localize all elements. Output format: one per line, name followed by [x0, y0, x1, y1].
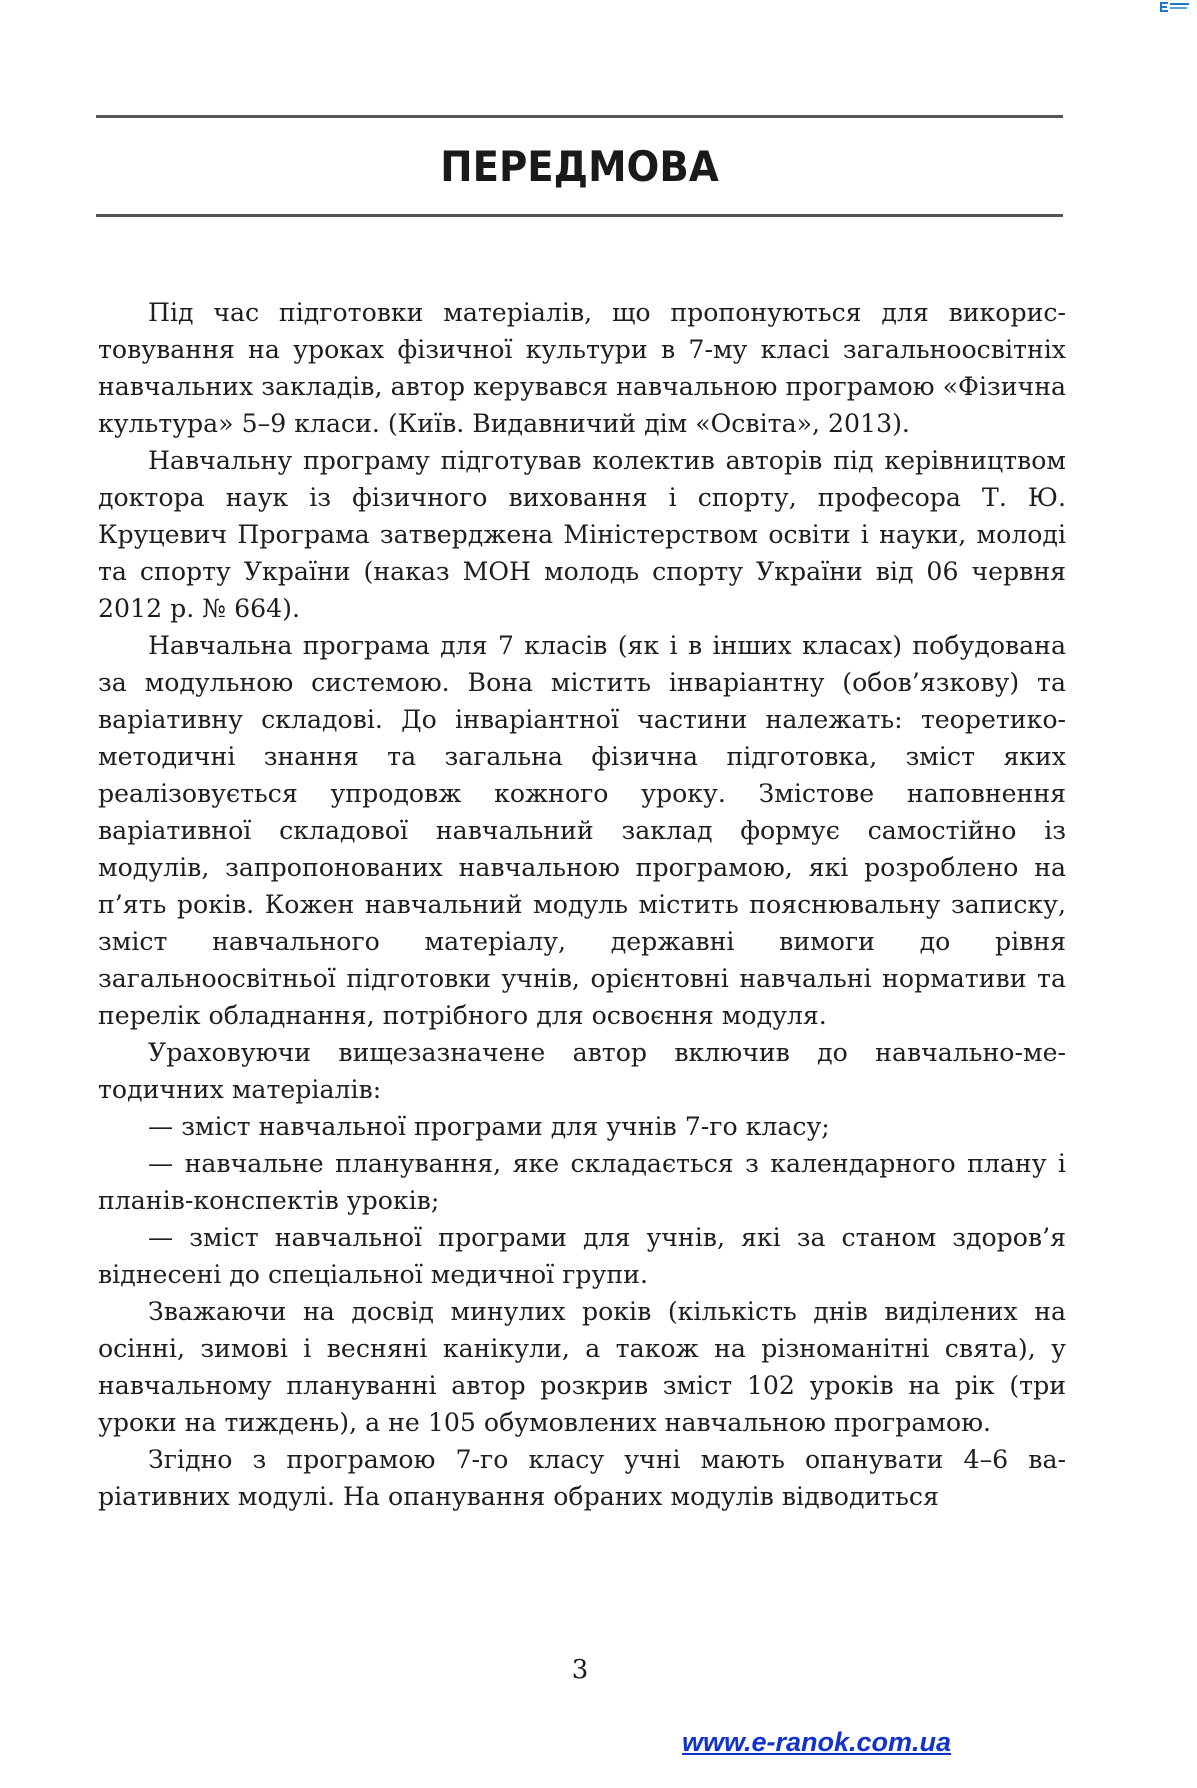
paragraph-4: Ураховуючи вищезазначене автор включив до навчально-методичних матеріалів:	[98, 1038, 1066, 1104]
publisher-logo-icon	[1157, 0, 1191, 14]
list-item-2: — навчальне планування, яке складається з календарного плану і планів-конспектів уроків;	[98, 1149, 1066, 1215]
paragraph-3: Навчальна програма для 7 класів (як і в інших класах) побудована за модульною системою. Вона містить інваріантну (обов’язкову) та варіативну складові. До інваріантної частини належать: теоретико-методичні знання та загальна фізична підготовка, зміст яких реалізовується упродовж кожного уроку. Змістове наповнення варіативної складової навчальний заклад формує самостійно із модулів, запропонованих навчальною програмою, які розроблено на п’ять років. Кожен навчальний модуль містить пояснювальну записку, зміст навчального матеріалу, державні вимоги до рівня загальноосвітньої підготовки учнів, орієнтовні навчальні нормативи та перелік обладнання, потрібного для освоєння модуля.	[98, 631, 1066, 1030]
paragraph-1: Під час підготовки матеріалів, що пропонуються для використовування на уроках фізичної культури в 7-му класі загальноосвітніх навчальних закладів, автор керувався навчальною програмою «Фізична культура» 5–9 класи. (Київ. Видавничий дім «Освіта», 2013).	[98, 298, 1066, 438]
list-item-3: — зміст навчальної програми для учнів, які за станом здоров’я віднесені до спеціальної медичної групи.	[98, 1223, 1066, 1289]
page-number: 3	[571, 1655, 589, 1685]
paragraph-6: Згідно з програмою 7-го класу учні мають опанувати 4–6 варіативних модулі. На опанування обраних модулів відводиться	[98, 1445, 1066, 1511]
page-title: ПЕРЕДМОВА	[440, 142, 719, 191]
paragraph-5: Зважаючи на досвід минулих років (кількість днів виділених на осінні, зимові і весняні канікули, а також на різноманітні свята), у навчальному плануванні автор розкрив зміст 102 уроків на рік (три уроки на тиждень), а не 105 обумовлених навчальною програмою.	[98, 1297, 1066, 1437]
list-item-1: — зміст навчальної програми для учнів 7-го класу;	[148, 1112, 830, 1141]
preface-body	[98, 294, 1066, 1515]
paragraph-2: Навчальну програму підготував колектив авторів під керівництвом доктора наук із фізичного виховання і спорту, професора Т. Ю. Круцевич Програма затверджена Міністерством освіти і науки, молоді та спорту України (наказ МОН молодь спорту України від 06 червня 2012 р. № 664).	[98, 446, 1066, 623]
header-bottom-rule	[96, 214, 1063, 217]
header-top-rule	[96, 115, 1063, 118]
website-link[interactable]: www.e-ranok.com.ua	[682, 1727, 952, 1757]
